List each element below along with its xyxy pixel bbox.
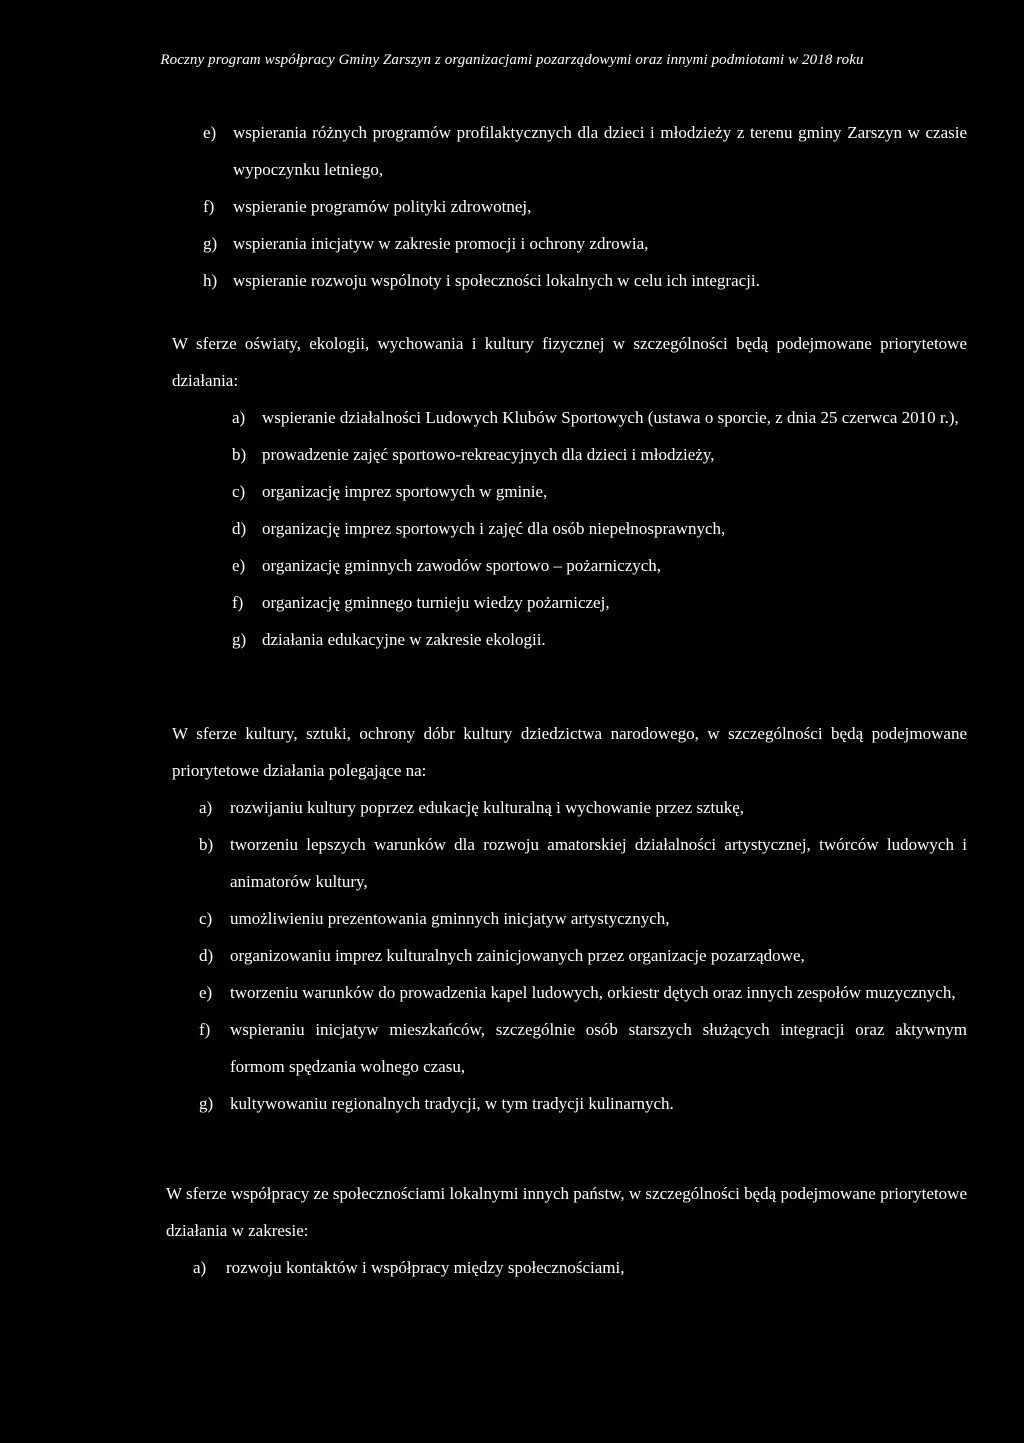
list-item-letter: c): [199, 909, 213, 928]
list-item-text: organizację gminnych zawodów sportowo – pożarniczych,: [262, 556, 662, 575]
list-item: [0, 789, 1024, 826]
list-item-letter: g): [199, 1094, 214, 1113]
section-intro: W sferze oświaty, ekologii, wychowania i kultury fizycznej w szczególności będą podejmowane priorytetowe działania:: [172, 334, 967, 390]
list-item: [0, 510, 1024, 547]
list-item-text: kultywowaniu regionalnych tradycji, w tym tradycji kulinarnych.: [230, 1094, 674, 1113]
list-item-text: organizowaniu imprez kulturalnych zainicjowanych przez organizacje pozarządowe,: [230, 946, 805, 965]
list-item: [0, 225, 1024, 262]
list-item-letter: h): [203, 271, 218, 290]
list-item: [0, 1249, 1024, 1286]
list-item: [0, 473, 1024, 510]
list-item-text: organizację gminnego turnieju wiedzy pożarniczej,: [262, 593, 610, 612]
list-item: [0, 547, 1024, 584]
list-item: [0, 826, 1024, 900]
list-item-letter: f): [232, 593, 244, 612]
running-header: Roczny program współpracy Gminy Zarszyn z organizacjami pozarządowymi oraz innymi podmiotami w 2018 roku: [160, 52, 864, 68]
list-item-text: wspieranie rozwoju wspólnoty i społeczności lokalnych w celu ich integracji.: [233, 271, 760, 290]
list-item: [0, 399, 1024, 436]
list-item-text: wspierania różnych programów profilaktycznych dla dzieci i młodzieży z terenu gminy Zarszyn w czasie wypoczynku letniego,: [233, 123, 967, 179]
list-item: [0, 974, 1024, 1011]
list-item-letter: c): [232, 482, 246, 501]
health-list: [0, 114, 1024, 299]
list-item-text: działania edukacyjne w zakresie ekologii.: [262, 630, 546, 649]
list-item-text: wspieraniu inicjatyw mieszkańców, szczególnie osób starszych służących integracji oraz aktywnym formom spędzania wolnego czasu,: [230, 1020, 967, 1076]
list-item: [0, 584, 1024, 621]
list-item-letter: d): [232, 519, 247, 538]
list-item-letter: a): [193, 1258, 207, 1277]
culture-list: [0, 789, 1024, 1122]
list-item-text: organizację imprez sportowych i zajęć dla osób niepełnosprawnych,: [262, 519, 726, 538]
education-section: [0, 325, 1024, 658]
list-item: [0, 900, 1024, 937]
list-item: [0, 937, 1024, 974]
list-item-letter: a): [232, 408, 246, 427]
list-item: [0, 188, 1024, 225]
list-item-letter: e): [203, 123, 217, 142]
cooperation-list: [0, 1249, 1024, 1286]
list-item-letter: a): [199, 798, 213, 817]
list-item-text: prowadzenie zajęć sportowo-rekreacyjnych dla dzieci i młodzieży,: [262, 445, 715, 464]
list-item: [0, 436, 1024, 473]
list-item: [0, 262, 1024, 299]
cooperation-section: [0, 1175, 1024, 1286]
list-item-text: rozwijaniu kultury poprzez edukację kulturalną i wychowanie przez sztukę,: [230, 798, 745, 817]
list-item-text: rozwoju kontaktów i współpracy między społecznościami,: [226, 1258, 625, 1277]
list-item-text: tworzeniu warunków do prowadzenia kapel ludowych, orkiestr dętych oraz innych zespołów muzycznych,: [230, 983, 956, 1002]
list-item-text: wspieranie programów polityki zdrowotnej,: [233, 197, 532, 216]
list-item-letter: g): [232, 630, 247, 649]
list-item-letter: f): [199, 1020, 211, 1039]
list-item: [0, 114, 1024, 188]
education-list: [0, 399, 1024, 658]
list-item: [0, 621, 1024, 658]
list-item-letter: g): [203, 234, 218, 253]
culture-section: [0, 715, 1024, 1122]
list-item-text: organizację imprez sportowych w gminie,: [262, 482, 548, 501]
list-item-text: wspierania inicjatyw w zakresie promocji i ochrony zdrowia,: [233, 234, 649, 253]
list-item-text: tworzeniu lepszych warunków dla rozwoju amatorskiej działalności artystycznej, twórców ludowych i animatorów kultury,: [230, 835, 967, 891]
section-intro: W sferze kultury, sztuki, ochrony dóbr kultury dziedzictwa narodowego, w szczególności będą podejmowane priorytetowe działania polegające na:: [172, 724, 967, 780]
list-item-letter: e): [199, 983, 213, 1002]
list-item-text: wspieranie działalności Ludowych Klubów Sportowych (ustawa o sporcie, z dnia 25 czerwca 2010 r.),: [262, 408, 959, 427]
list-item-letter: d): [199, 946, 214, 965]
section-intro: W sferze współpracy ze społecznościami lokalnymi innych państw, w szczególności będą podejmowane priorytetowe działania w zakresie:: [166, 1184, 967, 1240]
list-item: [0, 1011, 1024, 1085]
list-item-letter: b): [199, 835, 214, 854]
list-item-letter: b): [232, 445, 247, 464]
list-item-letter: f): [203, 197, 215, 216]
list-item-letter: e): [232, 556, 246, 575]
list-item: [0, 1085, 1024, 1122]
list-item-text: umożliwieniu prezentowania gminnych inicjatyw artystycznych,: [230, 909, 670, 928]
